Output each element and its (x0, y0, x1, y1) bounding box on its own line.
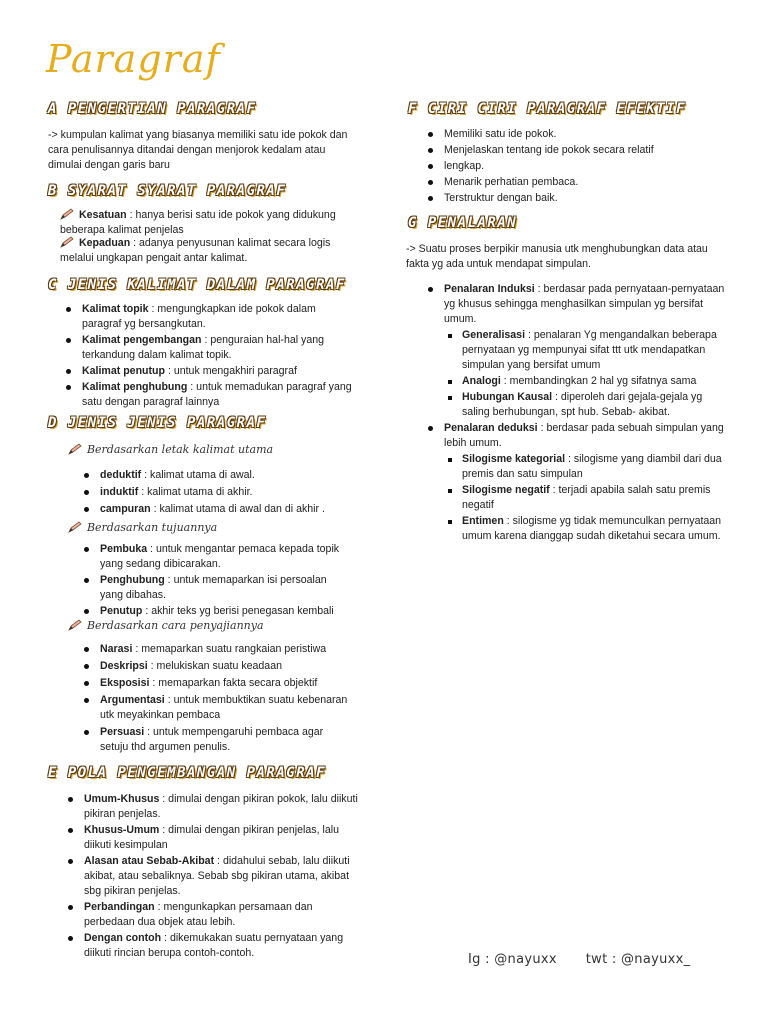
list-item (426, 421, 726, 544)
term: Pembuka (100, 543, 148, 555)
description: : membandingkan 2 hal yg sifatnya sama (500, 375, 697, 387)
item-text: Menarik perhatian pembaca. (444, 176, 579, 188)
list-item (426, 282, 726, 420)
description: : melukiskan suatu keadaan (147, 660, 282, 672)
pencil-icon (68, 621, 84, 631)
group-label (68, 618, 264, 634)
list-item (64, 302, 354, 332)
bullet-icon (84, 547, 89, 552)
term: Silogisme negatif (462, 484, 550, 496)
group-label-text: Berdasarkan cara penyajiannya (86, 619, 264, 632)
group-list (82, 642, 352, 756)
bullet-icon (84, 730, 89, 735)
term: Kalimat penghubung (82, 381, 188, 393)
bullet-icon (428, 132, 433, 137)
description: : kalimat utama di akhir. (138, 486, 253, 498)
description: : dimulai dengan pikiran penjelas, lalu diikuti kesimpulan (84, 824, 339, 851)
term: Penutup (100, 605, 143, 617)
item-text: Terstruktur dengan baik. (444, 192, 558, 204)
section-g-text: -> Suatu proses berpikir manusia utk menghubungkan data atau fakta yg ada untuk mendapat simpulan. (406, 243, 708, 270)
sub-list-item (444, 452, 726, 482)
bullet-icon (428, 287, 433, 292)
list-item (82, 502, 352, 517)
bullet-icon (84, 698, 89, 703)
description: : dikemukakan suatu pernyataan yang diikuti rincian berupa contoh-contoh. (84, 932, 344, 959)
bullet-icon (66, 385, 71, 390)
bullet-icon (428, 426, 433, 431)
group-label-text: Berdasarkan letak kalimat utama (86, 443, 274, 456)
item-text: Menjelaskan tentang ide pokok secara relatif (444, 144, 654, 156)
description: : berdasar pada sebuah simpulan yang lebih umum. (444, 422, 724, 449)
bullet-icon (68, 936, 73, 941)
pencil-icon (68, 445, 84, 455)
description: : penalaran Yg mengandalkan beberapa pernyataan yg mempunyai sifat ttt utk mendapatkan simpulan yang bersifat umum (462, 329, 717, 371)
list-item (82, 485, 352, 500)
term: Argumentasi (100, 694, 165, 706)
bullet-icon (84, 609, 89, 614)
square-bullet-icon (448, 489, 452, 493)
bullet-icon (428, 180, 433, 185)
description: : hanya berisi satu ide pokok yang didukung beberapa kalimat penjelas (60, 209, 336, 236)
term: Penalaran Induksi (444, 283, 535, 295)
term: Kalimat penutup (82, 365, 165, 377)
list-item (64, 333, 354, 363)
list-item (66, 931, 362, 961)
description: : didahului sebab, lalu diikuti akibat, atau sebaliknya. Sebab sbg pikiran utama, akibat sbg pikiran penjelas. (84, 855, 350, 897)
bullet-icon (68, 797, 73, 802)
term: Analogi (462, 375, 501, 387)
list-item (82, 676, 352, 691)
term: Umum-Khusus (84, 793, 160, 805)
description: : untuk memadukan paragraf yang satu dengan paragraf lainnya (82, 381, 352, 408)
twitter-handle: twt : @nayuxx_ (585, 952, 691, 967)
bullet-icon (84, 578, 89, 583)
list-item (426, 159, 726, 174)
description: : adanya penyusunan kalimat secara logis melalui ungkapan pengait antar kalimat. (60, 237, 331, 264)
term: campuran (100, 503, 151, 515)
list-item (66, 854, 362, 899)
section-a-text: -> kumpulan kalimat yang biasanya memiliki satu ide pokok dan cara penulisannya ditandai dengan menjorok kedalam atau dimulai dengan garis baru (48, 129, 348, 171)
description: : untuk membuktikan suatu kebenaran utk meyakinkan pembaca (100, 694, 348, 721)
bullet-icon (428, 164, 433, 169)
bullet-icon (84, 507, 89, 512)
term: Kalimat pengembangan (82, 334, 202, 346)
description: : untuk mengantar pemaca kepada topik yang sedang dibicarakan. (100, 543, 340, 570)
bullet-icon (66, 338, 71, 343)
description: : silogisme yg tidak memunculkan pernyataan umum karena dianggap sudah diketahui secara umum. (462, 515, 722, 542)
list-item (66, 792, 362, 822)
bullet-icon (66, 369, 71, 374)
list-item (82, 725, 352, 755)
square-bullet-icon (448, 520, 452, 524)
list-item (82, 693, 352, 723)
description: : memaparkan fakta secara objektif (149, 677, 318, 689)
list-item (66, 823, 362, 853)
section-b-heading: B SYARAT SYARAT PARAGRAF (48, 183, 287, 199)
bullet-icon (84, 681, 89, 686)
square-bullet-icon (448, 458, 452, 462)
list-item (66, 900, 362, 930)
term: Kepaduan (78, 237, 131, 249)
sub-list-item (444, 374, 726, 389)
bullet-icon (84, 490, 89, 495)
item-text: Memiliki satu ide pokok. (444, 128, 557, 140)
description: : kalimat utama di awal dan di akhir . (150, 503, 325, 515)
description: : dimulai dengan pikiran pokok, lalu diikuti pikiran penjelas. (84, 793, 358, 820)
section-f-list (426, 127, 726, 207)
term: deduktif (100, 469, 142, 481)
bullet-icon (428, 148, 433, 153)
group-label (68, 442, 273, 458)
section-e-list (66, 792, 362, 962)
term: Penalaran deduksi (444, 422, 538, 434)
list-item (426, 143, 726, 158)
group-label (68, 520, 217, 536)
description: : memaparkan suatu rangkaian peristiwa (132, 643, 327, 655)
square-bullet-icon (448, 334, 452, 338)
term: Persuasi (100, 726, 145, 738)
bullet-icon (84, 647, 89, 652)
pencil-icon (68, 523, 84, 533)
bullet-icon (68, 905, 73, 910)
section-g-list (426, 282, 726, 545)
list-item (426, 175, 726, 190)
section-a-heading: A PENGERTIAN PARAGRAF (48, 101, 257, 117)
sub-list-item (444, 514, 726, 544)
square-bullet-icon (448, 396, 452, 400)
list-item (426, 127, 726, 142)
pencil-icon (60, 238, 76, 248)
section-d-heading: D JENIS JENIS PARAGRAF (48, 415, 267, 431)
term: Kalimat topik (82, 303, 149, 315)
bullet-icon (428, 196, 433, 201)
term: Generalisasi (462, 329, 526, 341)
list-item (60, 236, 360, 266)
bullet-icon (68, 859, 73, 864)
description: : kalimat utama di awal. (141, 469, 255, 481)
section-c-heading: C JENIS KALIMAT DALAM PARAGRAF (48, 277, 346, 293)
description: : mengungkapkan ide pokok dalam paragraf yg bersangkutan. (82, 303, 316, 330)
group-label-text: Berdasarkan tujuannya (86, 521, 218, 534)
sub-list-item (444, 483, 726, 513)
term: Perbandingan (84, 901, 155, 913)
list-item (82, 573, 352, 603)
description: : untuk mempengaruhi pembaca agar setuju thd argumen penulis. (100, 726, 324, 753)
page-title: Paragraf (46, 37, 221, 81)
term: Deskripsi (100, 660, 148, 672)
list-item (426, 191, 726, 206)
term: Eksposisi (100, 677, 150, 689)
list-item (64, 380, 354, 410)
sub-list (444, 328, 726, 420)
description: : akhir teks yg berisi penegasan kembali (142, 605, 334, 617)
sub-list-item (444, 390, 726, 420)
footer (468, 952, 690, 967)
term: Dengan contoh (84, 932, 162, 944)
item-text: lengkap. (444, 160, 485, 172)
term: Entimen (462, 515, 504, 527)
list-item (82, 604, 352, 619)
description: : mengunkapkan persamaan dan perbedaan dua objek atau lebih. (84, 901, 313, 928)
list-item (60, 208, 360, 238)
sub-list (444, 452, 726, 544)
term: induktif (100, 486, 139, 498)
description: : untuk memaparkan isi persoalan yang dibahas. (100, 574, 327, 601)
list-item (82, 659, 352, 674)
description: : untuk mengakhiri paragraf (165, 365, 297, 377)
description: : penguraian hal-hal yang terkandung dalam kalimat topik. (82, 334, 325, 361)
bullet-icon (68, 828, 73, 833)
section-e-heading: E POLA PENGEMBANGAN PARAGRAF (48, 765, 327, 781)
bullet-icon (84, 473, 89, 478)
term: Penghubung (100, 574, 165, 586)
list-item (64, 364, 354, 379)
description: : berdasar pada pernyataan-pernyataan yg khusus sehingga menghasilkan simpulan yg bersifat umum. (444, 283, 725, 325)
description: : diperoleh dari gejala-gejala yg saling berhubungan, spt hub. Sebab- akibat. (462, 391, 703, 418)
instagram-handle: Ig : @nayuxx (468, 952, 557, 967)
pencil-icon (60, 210, 76, 220)
group-list (82, 542, 352, 620)
square-bullet-icon (448, 380, 452, 384)
term: Kesatuan (78, 209, 127, 221)
bullet-icon (84, 664, 89, 669)
sub-list-item (444, 328, 726, 373)
description: : silogisme yang diambil dari dua premis dan satu simpulan (462, 453, 722, 480)
term: Hubungan Kausal (462, 391, 553, 403)
term: Narasi (100, 643, 133, 655)
section-g-heading: G PENALARAN (408, 215, 518, 231)
list-item (82, 542, 352, 572)
section-f-heading: F CIRI CIRI PARAGRAF EFEKTIF (408, 101, 687, 117)
term: Khusus-Umum (84, 824, 160, 836)
section-c-list (64, 302, 354, 411)
list-item (82, 642, 352, 657)
list-item (82, 468, 352, 483)
term: Silogisme kategorial (462, 453, 566, 465)
bullet-icon (66, 307, 71, 312)
group-list (82, 468, 352, 518)
description: : terjadi apabila salah satu premis negatif (462, 484, 711, 511)
term: Alasan atau Sebab-Akibat (84, 855, 215, 867)
